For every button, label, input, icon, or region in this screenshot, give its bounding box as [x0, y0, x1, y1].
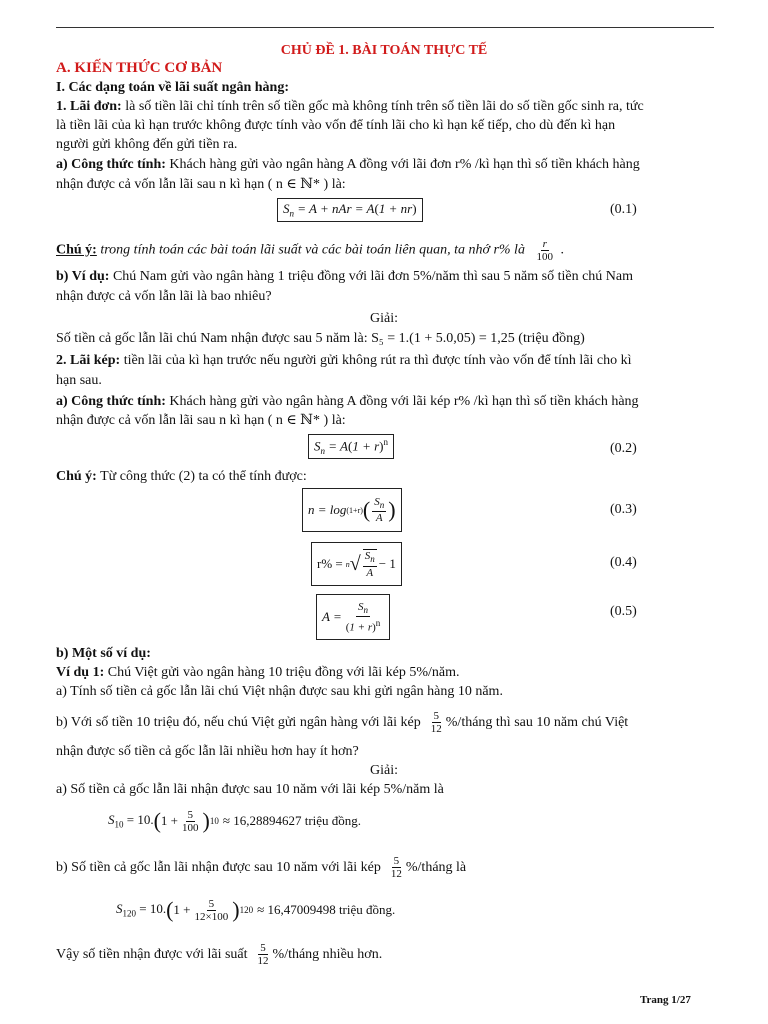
simple-note: Chú ý: trong tính toán các bài toán lãi suất và các bài toán liên quan, ta nhớ r% là $\frac{r}{100}$ .	[56, 238, 564, 263]
equation-0-5: A = $\frac{S_n}{(1 + r)^n}$	[316, 594, 390, 640]
simple-example-line1: b) Ví dụ: Chú Nam gửi vào ngân hàng 1 triệu đồng với lãi đơn 5%/năm thì sau 5 năm số tiền chú Nam	[56, 269, 634, 284]
simple-solution: Số tiền cả gốc lẫn lãi chú Nam nhận được sau 5 năm là: S₅ = 1.(1 + 5.0,05) = 1,25 (triệu đồng)	[56, 331, 585, 346]
page-title: CHỦ ĐỀ 1. BÀI TOÁN THỰC TẾ	[280, 43, 488, 58]
page-number: Trang 1/27	[640, 994, 691, 1006]
simple-interest-line2: là tiền lãi của kì hạn trước không được tính vào vốn để tính lãi cho kì hạn kế tiếp, cho dù đến kì hạn	[56, 118, 616, 133]
compound-interest-line2: hạn sau.	[56, 373, 102, 388]
equation-0-2-number: (0.2)	[610, 441, 637, 456]
example-1: Ví dụ 1: Chú Việt gửi vào ngân hàng 10 triệu đồng với lãi kép 5%/năm.	[56, 665, 460, 680]
header-rule	[56, 27, 714, 28]
equation-0-4: r% = n √ $\frac{S_n}{A}$ − 1	[311, 542, 402, 586]
simple-interest-line1: 1. Lãi đơn: là số tiền lãi chỉ tính trên số tiền gốc mà không tính trên số tiền lãi do số tiền gốc sinh ra, tức	[56, 99, 644, 114]
example-1-question-a: a) Tính số tiền cả gốc lẫn lãi chú Việt nhận được sau khi gửi ngân hàng 10 năm.	[56, 684, 503, 699]
example-1-question-b-line1: b) Với số tiền 10 triệu đó, nếu chú Việt gửi ngân hàng với lãi kép $\frac{5}{12}$ %/tháng thì sau 10 năm chú Việt	[56, 709, 629, 735]
compound-interest-line1: 2. Lãi kép: tiền lãi của kì hạn trước nếu người gửi không rút ra thì được tính vào vốn để tính lãi cho kì	[56, 353, 632, 368]
solution-a: a) Số tiền cả gốc lẫn lãi nhận được sau 10 năm với lãi kép 5%/năm là	[56, 782, 444, 797]
section-a-heading: A. KIẾN THỨC CƠ BẢN	[56, 60, 223, 76]
simple-interest-line3: người gửi không đến gửi tiền ra.	[56, 137, 238, 152]
equation-0-2: $S_n = A(1 + r)^n$	[308, 434, 394, 459]
compound-note: Chú ý: Từ công thức (2) ta có thể tính được:	[56, 469, 307, 484]
simple-formula-intro1: a) Công thức tính: Khách hàng gửi vào ngân hàng A đồng với lãi đơn r% /kì hạn thì số tiền khách hàng	[56, 157, 640, 172]
simple-solution-label: Giải:	[370, 311, 398, 326]
equation-0-1: $S_n = A$ + nAr = A(1 + nr)	[277, 198, 423, 222]
equation-0-1-number: (0.1)	[610, 202, 637, 217]
s10-result: ≈ 16,28894627 triệu đồng.	[222, 813, 362, 828]
examples-heading: b) Một số ví dụ:	[56, 646, 151, 661]
solution-b: b) Số tiền cả gốc lẫn lãi nhận được sau 10 năm với lãi kép $\frac{5}{12}$ %/tháng là	[56, 854, 467, 880]
equation-s120: $S_{120} = 10$. ( 1 + $\frac{5}{12\times 100}$ ) 120 ≈ 16,47009498 triệu đồng.	[116, 897, 396, 923]
compound-formula-intro2: nhận được cả vốn lẫn lãi sau n kì hạn ( n ∈ ℕ* ) là:	[56, 413, 346, 428]
s120-result: ≈ 16,47009498 triệu đồng.	[257, 902, 396, 917]
example-1-question-b-line2: nhận được số tiền cả gốc lẫn lãi nhiều hơn hay ít hơn?	[56, 744, 359, 759]
simple-formula-intro2: nhận được cả vốn lẫn lãi sau n kì hạn ( n ∈ ℕ* ) là:	[56, 177, 346, 192]
equation-s10: $S_{10} = 10$. ( 1 + $\frac{5}{100}$ ) 10 ≈ 16,28894627 triệu đồng.	[108, 808, 362, 834]
section-i-heading: I. Các dạng toán về lãi suất ngân hàng:	[56, 80, 289, 95]
equation-0-3-number: (0.3)	[610, 502, 637, 517]
simple-example-line2: nhận được cả vốn lẫn lãi là bao nhiêu?	[56, 289, 272, 304]
equation-0-4-number: (0.4)	[610, 555, 637, 570]
conclusion: Vậy số tiền nhận được với lãi suất $\frac{5}{12}$ %/tháng nhiều hơn.	[56, 941, 383, 967]
example-1-solution-label: Giải:	[370, 763, 398, 778]
equation-0-5-number: (0.5)	[610, 604, 637, 619]
equation-0-3: n = log (1+r) ( $\frac{S_n}{A}$ )	[302, 488, 402, 532]
compound-formula-intro1: a) Công thức tính: Khách hàng gửi vào ngân hàng A đồng với lãi kép r% /kì hạn thì số tiền khách hàng	[56, 394, 639, 409]
